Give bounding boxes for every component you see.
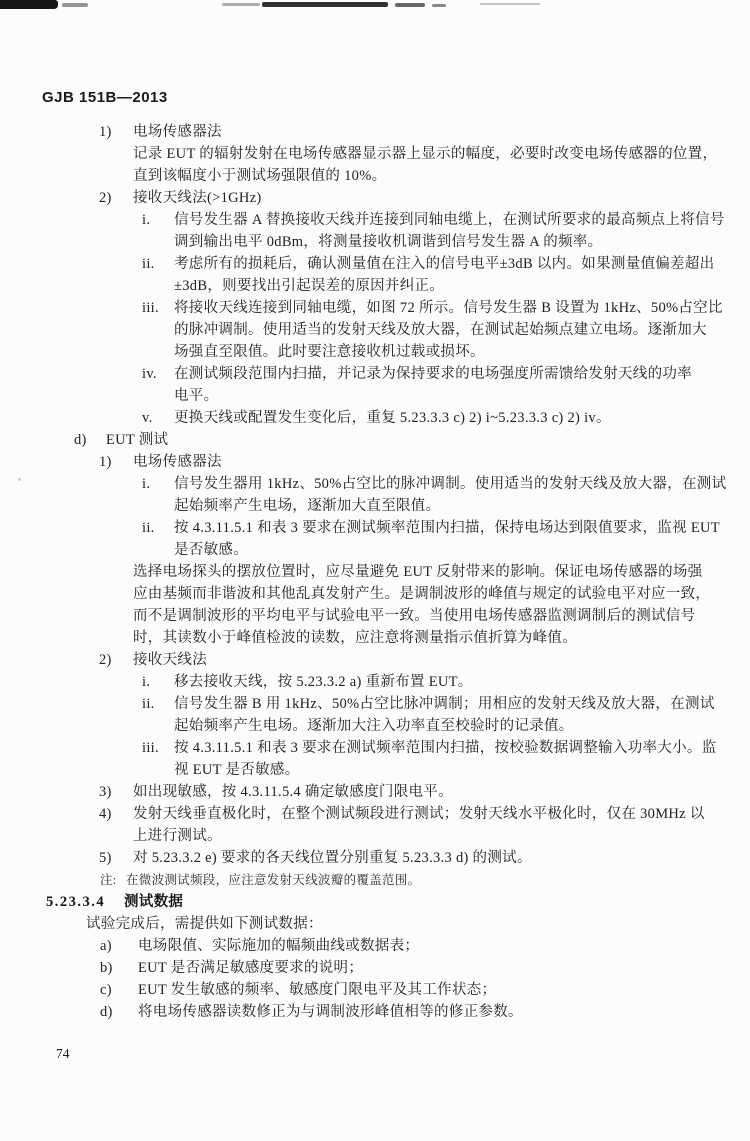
line-text: 记录 EUT 的辐射发射在电场传感器显示器上显示的幅度，必要时改变电场传感器的位置，: [133, 146, 718, 162]
line-text: 试验完成后，需提供如下测试数据：: [86, 916, 323, 932]
section-number: 5.23.3.4: [46, 894, 106, 910]
line-text: 将接收天线连接到同轴电缆，如图 72 所示。信号发生器 B 设置为 1kHz、50%占空比: [174, 300, 723, 316]
line-text: 在微波测试频段，应注意发射天线波瓣的覆盖范围。: [126, 873, 421, 887]
line-text: 时，其读数小于峰值检波的读数，应注意将测量指示值折算为峰值。: [133, 630, 577, 646]
line-text: 起始频率产生电场。逐渐加大注入功率直至校验时的记录值。: [174, 718, 574, 734]
line-text: 信号发生器 B 用 1kHz、50%占空比脉冲调制；用相应的发射天线及放大器，在测试: [174, 696, 715, 712]
document-line: [0, 187, 750, 209]
list-marker: d): [100, 1004, 113, 1020]
document-line: [0, 539, 750, 561]
line-text: 按 4.3.11.5.1 和表 3 要求在测试频率范围内扫描，按校验数据调整输入功率大小。监: [174, 740, 717, 756]
line-text: EUT 测试: [106, 432, 169, 448]
document-line: [0, 583, 750, 605]
line-text: ±3dB，则要找出引起误差的原因并纠正。: [174, 278, 445, 294]
document-line: [0, 407, 750, 429]
line-text: 在测试频段范围内扫描，并记录为保持要求的电场强度所需馈给发射天线的功率: [174, 366, 692, 382]
line-text: 直到该幅度小于测试场强限值的 10%。: [133, 168, 387, 184]
line-text: 调到输出电平 0dBm，将测量接收机调谐到信号发生器 A 的频率。: [174, 234, 603, 250]
list-marker: 2): [99, 652, 112, 668]
line-text: 移去接收天线，按 5.23.3.2 a) 重新布置 EUT。: [174, 674, 473, 690]
list-marker: 1): [99, 124, 112, 140]
line-text: 按 4.3.11.5.1 和表 3 要求在测试频率范围内扫描，保持电场达到限值要求，监视 EUT: [174, 520, 720, 536]
document-line: [0, 429, 750, 451]
line-text: 接收天线法(>1GHz): [133, 190, 262, 206]
standard-number-header: GJB 151B—2013: [42, 89, 168, 106]
list-marker: ii.: [142, 696, 155, 712]
document-line: [0, 781, 750, 803]
document-line: [0, 935, 750, 957]
list-marker: iii.: [142, 300, 159, 316]
list-marker: ii.: [142, 256, 155, 272]
list-marker: i.: [142, 674, 151, 690]
list-marker: d): [74, 432, 87, 448]
document-content: [0, 121, 750, 1023]
document-line: [0, 165, 750, 187]
document-line: [0, 209, 750, 231]
document-line: [0, 121, 750, 143]
document-line: [0, 341, 750, 363]
list-marker: v.: [142, 410, 153, 426]
document-line: [0, 451, 750, 473]
document-line: [0, 385, 750, 407]
document-line: [0, 913, 750, 935]
list-marker: 1): [99, 454, 112, 470]
line-text: 发射天线垂直极化时，在整个测试频段进行测试；发射天线水平极化时，仅在 30MHz 以: [133, 806, 705, 822]
line-text: 电场限值、实际施加的幅频曲线或数据表；: [138, 938, 420, 954]
section-title: 测试数据: [124, 894, 184, 910]
page-number: 74: [56, 1046, 70, 1061]
document-line: [0, 1001, 750, 1023]
document-line: [0, 803, 750, 825]
list-marker: 4): [99, 806, 112, 822]
line-text: 将电场传感器读数修正为与调制波形峰值相等的修正参数。: [138, 1004, 523, 1020]
document-line: [0, 649, 750, 671]
document-line: [0, 275, 750, 297]
document-line: [0, 825, 750, 847]
line-text: 电场传感器法: [133, 454, 222, 470]
line-text: 更换天线或配置发生变化后，重复 5.23.3.3 c) 2) i~5.23.3.3 c) 2) iv。: [174, 410, 611, 426]
line-text: 电平。: [174, 388, 219, 404]
document-line: [0, 957, 750, 979]
line-text: 接收天线法: [133, 652, 207, 668]
document-line: [0, 363, 750, 385]
document-line: [0, 627, 750, 649]
document-line: [0, 517, 750, 539]
list-marker: 5): [99, 850, 112, 866]
line-text: 场强直至限值。此时要注意接收机过载或损坏。: [174, 344, 485, 360]
document-line: [0, 495, 750, 517]
document-line: [0, 297, 750, 319]
document-line: [0, 143, 750, 165]
scan-artifact: [0, 0, 58, 9]
list-marker: iii.: [142, 740, 159, 756]
line-text: 考虑所有的损耗后，确认测量值在注入的信号电平±3dB 以内。如果测量值偏差超出: [174, 256, 715, 272]
document-line: [0, 715, 750, 737]
list-marker: 3): [99, 784, 112, 800]
line-text: 是否敏感。: [174, 542, 248, 558]
document-line: [0, 561, 750, 583]
document-line: [0, 737, 750, 759]
line-text: 应由基频而非谐波和其他乱真发射产生。是调制波形的峰值与规定的试验电平对应一致，: [133, 586, 711, 602]
list-marker: 2): [99, 190, 112, 206]
line-text: 选择电场探头的摆放位置时，应尽量避免 EUT 反射带来的影响。保证电场传感器的场强: [133, 564, 703, 580]
document-line: [0, 319, 750, 341]
scan-artifact: [62, 3, 88, 7]
document-line: [0, 253, 750, 275]
line-text: EUT 发生敏感的频率、敏感度门限电平及其工作状态；: [138, 982, 497, 998]
list-marker: i.: [142, 476, 151, 492]
line-text: 的脉冲调制。使用适当的发射天线及放大器，在测试起始频点建立电场。逐渐加大: [174, 322, 707, 338]
document-line: [0, 605, 750, 627]
list-marker: i.: [142, 212, 151, 228]
line-text: 电场传感器法: [133, 124, 222, 140]
list-marker: b): [100, 960, 113, 976]
document-line: [0, 671, 750, 693]
line-text: 视 EUT 是否敏感。: [174, 762, 300, 778]
list-marker: a): [100, 938, 112, 954]
line-text: 上进行测试。: [133, 828, 222, 844]
scan-artifact: [395, 3, 425, 7]
line-text: EUT 是否满足敏感度要求的说明；: [138, 960, 364, 976]
document-line: [0, 869, 750, 891]
line-text: 信号发生器 A 替换接收天线并连接到同轴电缆上，在测试所要求的最高频点上将信号: [174, 212, 725, 228]
scan-artifact: [262, 2, 388, 7]
scan-artifact: [480, 3, 540, 5]
list-marker: ii.: [142, 520, 155, 536]
list-marker: 注:: [100, 873, 117, 887]
line-text: 如出现敏感，按 4.3.11.5.4 确定敏感度门限电平。: [133, 784, 453, 800]
document-line: [0, 231, 750, 253]
line-text: 而不是调制波形的平均电平与试验电平一致。当使用电场传感器监测调制后的测试信号: [133, 608, 696, 624]
document-line: [0, 847, 750, 869]
list-marker: iv.: [142, 366, 157, 382]
line-text: 信号发生器用 1kHz、50%占空比的脉冲调制。使用适当的发射天线及放大器，在测试: [174, 476, 727, 492]
document-line: [0, 891, 750, 913]
document-line: [0, 979, 750, 1001]
line-text: 对 5.23.3.2 e) 要求的各天线位置分别重复 5.23.3.3 d) 的测试。: [133, 850, 532, 866]
document-line: [0, 693, 750, 715]
scan-artifact: [222, 3, 260, 6]
document-line: [0, 759, 750, 781]
line-text: 起始频率产生电场，逐渐加大直至限值。: [174, 498, 441, 514]
list-marker: c): [100, 982, 112, 998]
scan-artifact: [432, 4, 446, 7]
document-line: [0, 473, 750, 495]
